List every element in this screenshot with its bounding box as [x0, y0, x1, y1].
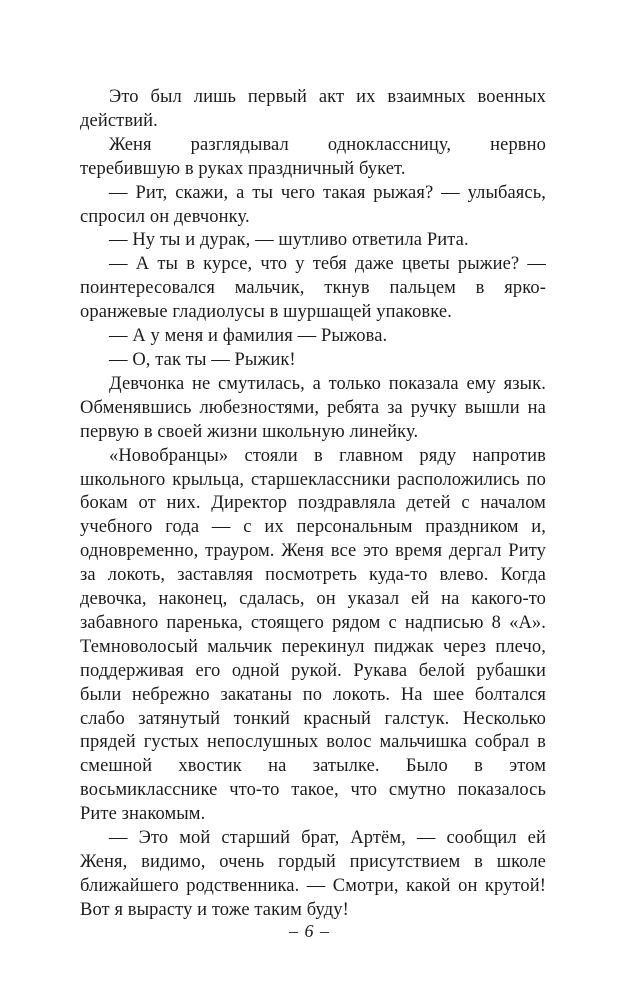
paragraph-dialogue: — О, так ты — Рыжик! [109, 349, 296, 370]
paragraph: «Новобранцы» стояли в главном ряду напротив школьного крыльца, старшеклассники расположились по бокам от них. Директор поздравляла детей с началом учебного года — с их персональным праздником и, одновременно, трауром. Женя все это время дергал Риту за локоть, заставляя посмотреть куда-то влево. Когда девочка, наконец, сдалась, он указал ей на какого-то забавного паренька, стоящего рядом с надписью 8 «А». Темноволосый мальчик перекинул пиджак через плечо, поддерживая его одной рукой. Рукава белой рубашки были небрежно закатаны по локоть. На шее болтался слабо затянутый тонкий красный галстук. Несколько прядей густых непослушных волос мальчишка собрал в смешной хвостик на затылке. Было в этом восьмикласснике что-то такое, что смутно показалось Рите знакомым. [80, 445, 546, 825]
paragraph-dialogue: — Рит, скажи, а ты чего такая рыжая? — улыбаясь, спросил он девчонку. [80, 182, 546, 227]
paragraph-dialogue: — А ты в курсе, что у тебя даже цветы рыжие? — поинтересовался мальчик, ткнув пальцем в ярко-оранжевые гладиолусы в шуршащей упаковке. [80, 254, 546, 323]
paragraph: Девчонка не смутилась, а только показала ему язык. Обменявшись любезностями, ребята за ручку вышли на первую в своей жизни школьную линейку. [80, 373, 546, 442]
paragraph-dialogue: — Ну ты и дурак, — шутливо ответила Рита. [109, 230, 469, 251]
body-text [80, 86, 546, 923]
page-number: – 6 – [289, 921, 330, 941]
paragraph: Это был лишь первый акт их взаимных военных действий. [80, 87, 546, 131]
paragraph: Женя разглядывал одноклассницу, нервно теребившую в руках праздничный букет. [80, 134, 546, 179]
paragraph-dialogue: — Это мой старший брат, Артём, — сообщил ей Женя, видимо, очень гордый присутствием в школе ближайшего родственника. — Смотри, какой он крутой! Вот я вырасту и тоже таким буду! [80, 828, 546, 920]
paragraph-dialogue: — А у меня и фамилия — Рыжова. [109, 326, 388, 347]
